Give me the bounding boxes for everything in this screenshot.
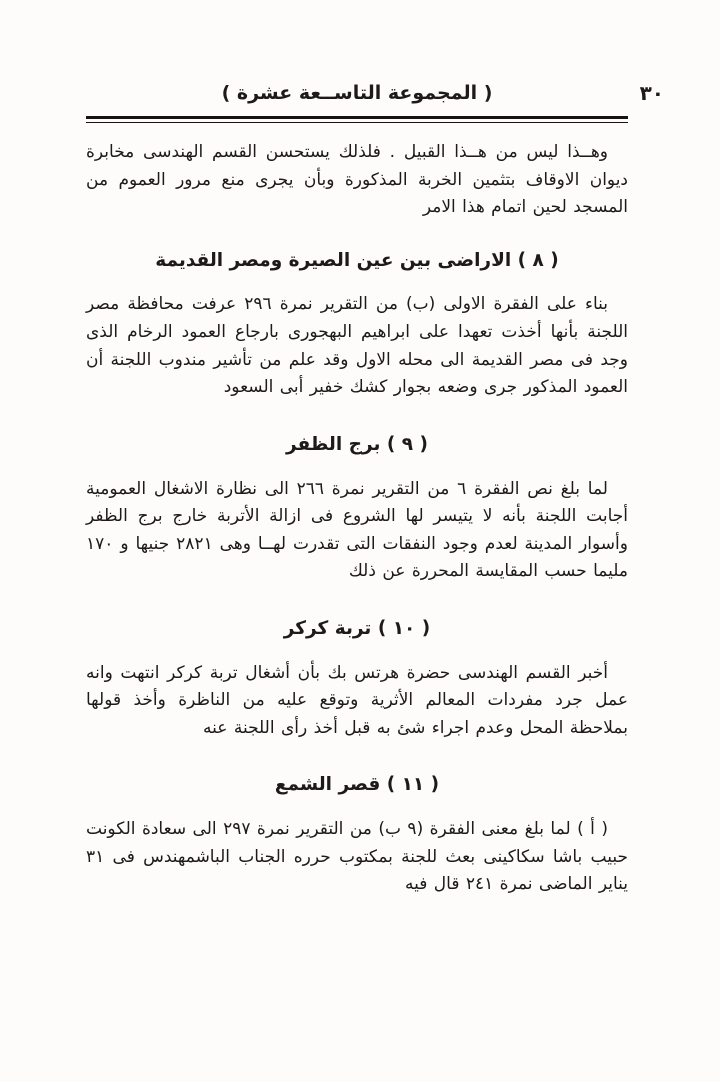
section-heading-8: ( ٨ ) الاراضى بين عين الصيرة ومصر القديمة [155,249,559,271]
section-body-8: بناء على الفقرة الاولى (ب) من التقرير نمرة ٢٩٦ عرفت محافظة مصر اللجنة بأنها أخذت تعهدا على ابراهيم البهجورى بارجاع العمود الرخام الذى وجد فى مصر القديمة الى محله الاول وقد علم من تأشير مندوب اللجنة أن العمود المذكور جرى وضعه بجوار كشك خفير أبى السعود [86,294,628,398]
section-body-9: لما بلغ نص الفقرة ٦ من التقرير نمرة ٢٦٦ الى نظارة الاشغال العمومية أجابت اللجنة بأنه لا يتيسر لها الشروع فى ازالة الأتربة خارج برج الظفر وأسوار المدينة لعدم وجود النفقات التى تقدرت لهــا وهى ٢٨٢١ جنيها و ١٧٠ مليما حسب المقايسة المحررة عن ذلك [86,478,628,582]
header-title: ( المجموعة التاســعة عشرة ) [221,82,493,104]
section-body-10: أخبر القسم الهندسى حضرة هرتس بك بأن أشغال تربة كركر انتهت وانه عمل جرد مفردات المعالم الأثرية وتوقع عليه من الناظرة وأخذ قولها بملاحظة المحل وعدم اجراء شئ به قبل أخذ رأى اللجنة عنه [86,662,628,738]
section-heading-10: ( ١٠ ) تربة كركر [283,617,431,639]
section-heading-11: ( ١١ ) قصر الشمع [274,774,440,796]
page-content [86,139,628,899]
intro-paragraph: وهــذا ليس من هــذا القبيل . فلذلك يستحسن القسم الهندسى مخابرة ديوان الاوقاف بتثمين الخربة المذكورة وبأن يجرى منع مرور العموم من المسجد لحين اتمام هذا الامر [86,142,628,218]
section-body-11: ( أ ) لما بلغ معنى الفقرة (٩ ب) من التقرير نمرة ٢٩٧ الى سعادة الكونت حبيب باشا سكاكينى بعث للجنة بمكتوب حرره الجناب الباشمهندس فى ٣١ يناير الماضى نمرة ٢٤١ قال فيه [86,819,628,895]
page-number: ٣٠ [639,81,664,105]
section-heading-9: ( ٩ ) برج الظفر [286,433,428,455]
header-rule [86,116,628,123]
page-header [86,78,664,112]
